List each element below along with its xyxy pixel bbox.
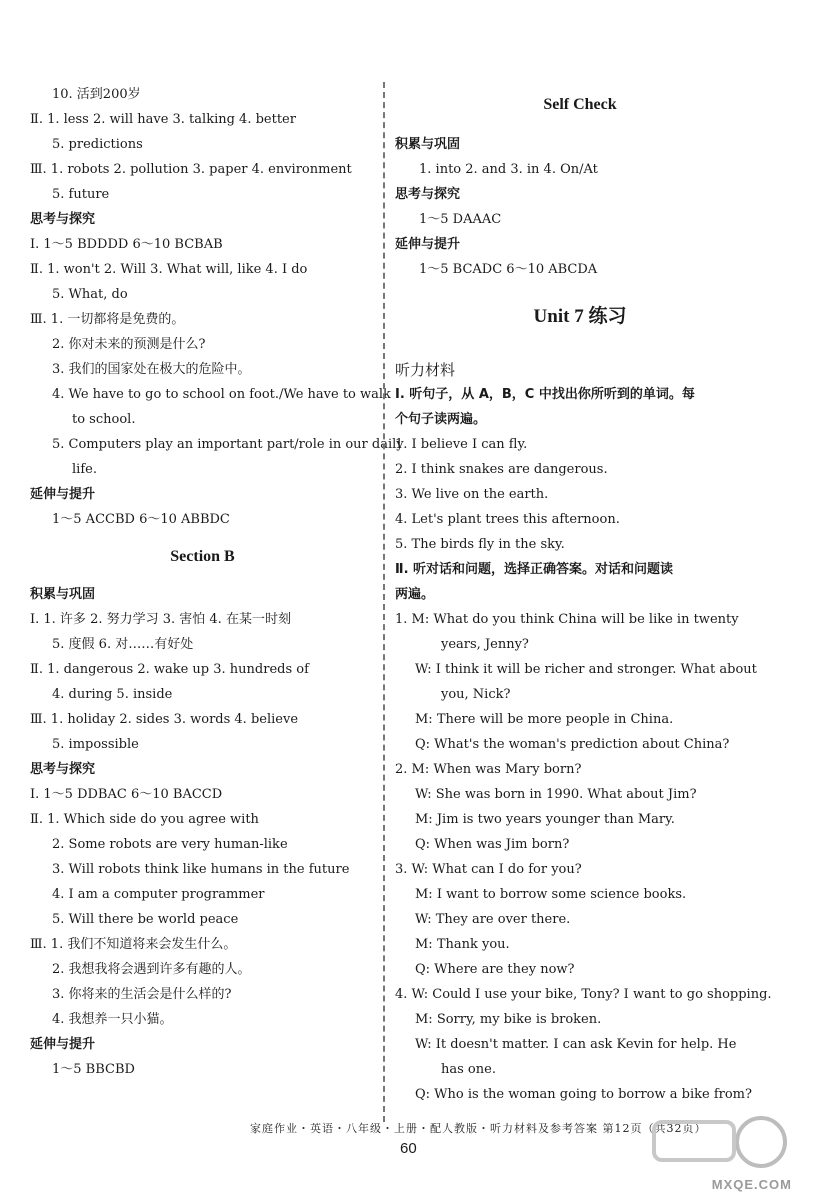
answer-line: 3. W: What can I do for you? <box>395 862 582 877</box>
answer-line: has one. <box>441 1062 496 1077</box>
answer-line: W: I think it will be richer and stronger. What about <box>415 662 757 677</box>
section-heading: Ⅱ. 听对话和问题，选择正确答案。对话和问题读 <box>395 562 674 577</box>
answer-line: Q: When was Jim born? <box>415 837 570 852</box>
answer-line: Ⅲ. 1. 一切都将是免费的。 <box>30 312 185 327</box>
answer-line: 4. 我想养一只小猫。 <box>52 1012 173 1027</box>
section-heading: 延伸与提升 <box>395 237 461 252</box>
watermark-logo-icon <box>646 1112 796 1182</box>
answer-line: 1. I believe I can fly. <box>395 437 528 452</box>
answer-line: 10. 活到200岁 <box>52 87 141 102</box>
answer-line: Ⅰ. 1. 许多 2. 努力学习 3. 害怕 4. 在某一时刻 <box>30 612 291 627</box>
section-heading: Ⅰ. 听句子，从 A，B，C 中找出你所听到的单词。每 <box>395 387 695 402</box>
answer-line: life. <box>72 462 97 477</box>
answer-line: Q: Where are they now? <box>415 962 575 977</box>
answer-line: 1. into 2. and 3. in 4. On/At <box>419 162 598 177</box>
answer-line: 3. Will robots think like humans in the future <box>52 862 350 877</box>
answer-line: 2. 你对未来的预测是什么? <box>52 337 206 352</box>
answer-line: 1～5 DAAAC <box>419 212 502 227</box>
answer-line: 5. The birds fly in the sky. <box>395 537 565 552</box>
section-heading: 思考与探究 <box>395 187 461 202</box>
column-divider <box>383 82 385 1122</box>
answer-line: 5. 度假 6. 对……有好处 <box>52 637 194 652</box>
answer-line: 1～5 BBCBD <box>52 1062 135 1077</box>
answer-line: Ⅱ. 1. dangerous 2. wake up 3. hundreds of <box>30 662 309 677</box>
answer-line: 3. We live on the earth. <box>395 487 549 502</box>
section-title: Self Check <box>543 96 617 113</box>
answer-line: to school. <box>72 412 136 427</box>
answer-line: W: She was born in 1990. What about Jim? <box>415 787 697 802</box>
section-heading: 延伸与提升 <box>30 1037 96 1052</box>
answer-line: Ⅱ. 1. Which side do you agree with <box>30 812 259 827</box>
answer-line: Ⅲ. 1. holiday 2. sides 3. words 4. believe <box>30 712 299 727</box>
section-heading: 延伸与提升 <box>30 487 96 502</box>
answer-line: 5. Computers play an important part/role in our daily <box>52 437 404 452</box>
section-heading: 积累与巩固 <box>30 587 96 602</box>
section-heading: 两遍。 <box>395 587 435 602</box>
answer-line: 4. I am a computer programmer <box>52 887 265 902</box>
page-number: 60 <box>400 1140 417 1157</box>
section-heading: 思考与探究 <box>30 762 96 777</box>
answer-line: 2. M: When was Mary born? <box>395 762 582 777</box>
answer-line: you, Nick? <box>441 687 511 702</box>
answer-line: W: It doesn't matter. I can ask Kevin for help. He <box>415 1037 737 1052</box>
watermark-text: MXQE.COM <box>711 1177 792 1192</box>
answer-line: 1. M: What do you think China will be like in twenty <box>395 612 739 627</box>
section-title: Unit 7 练习 <box>533 306 627 327</box>
section-heading: 听力材料 <box>395 361 456 379</box>
answer-line: M: Jim is two years younger than Mary. <box>415 812 675 827</box>
footer-caption: 家庭作业・英语・八年级・上册・配人教版・听力材料及参考答案 第12页（共32页） <box>250 1122 707 1135</box>
answer-line: 1～5 ACCBD 6～10 ABBDC <box>52 512 230 527</box>
answer-line: Ⅱ. 1. less 2. will have 3. talking 4. better <box>30 112 296 127</box>
answer-line: 1～5 BCADC 6～10 ABCDA <box>419 262 598 277</box>
answer-line: Ⅱ. 1. won't 2. Will 3. What will, like 4. I do <box>30 262 308 277</box>
answer-line: 2. Some robots are very human-like <box>52 837 288 852</box>
answer-line: Ⅰ. 1～5 BDDDD 6～10 BCBAB <box>30 237 223 252</box>
section-heading: 思考与探究 <box>30 212 96 227</box>
answer-line: 2. 我想我将会遇到许多有趣的人。 <box>52 962 251 977</box>
answer-line: M: Sorry, my bike is broken. <box>415 1012 602 1027</box>
answer-line: M: Thank you. <box>415 937 510 952</box>
answer-line: Q: Who is the woman going to borrow a bike from? <box>415 1087 752 1102</box>
answer-line: 5. impossible <box>52 737 139 752</box>
answer-line: years, Jenny? <box>441 637 529 652</box>
answer-line: 5. predictions <box>52 137 143 152</box>
answer-line: 3. 我们的国家处在极大的危险中。 <box>52 362 251 377</box>
answer-line: 4. Let's plant trees this afternoon. <box>395 512 620 527</box>
answer-line: M: There will be more people in China. <box>415 712 674 727</box>
answer-line: 5. What, do <box>52 287 128 302</box>
answer-line: 5. future <box>52 187 110 202</box>
answer-line: M: I want to borrow some science books. <box>415 887 687 902</box>
answer-line: 4. We have to go to school on foot./We have to walk <box>52 387 391 402</box>
section-heading: 个句子读两遍。 <box>395 412 487 427</box>
answer-line: 2. I think snakes are dangerous. <box>395 462 608 477</box>
section-heading: 积累与巩固 <box>395 137 461 152</box>
answer-line: Q: What's the woman's prediction about China? <box>415 737 730 752</box>
answer-line: Ⅲ. 1. 我们不知道将来会发生什么。 <box>30 937 237 952</box>
section-title: Section B <box>170 548 235 565</box>
answer-line: 5. Will there be world peace <box>52 912 239 927</box>
answer-line: Ⅰ. 1～5 DDBAC 6～10 BACCD <box>30 787 223 802</box>
answer-line: 4. W: Could I use your bike, Tony? I want to go shopping. <box>395 987 772 1002</box>
answer-line: 4. during 5. inside <box>52 687 173 702</box>
answer-line: Ⅲ. 1. robots 2. pollution 3. paper 4. environment <box>30 162 352 177</box>
answer-line: W: They are over there. <box>415 912 571 927</box>
answer-line: 3. 你将来的生活会是什么样的? <box>52 987 232 1002</box>
